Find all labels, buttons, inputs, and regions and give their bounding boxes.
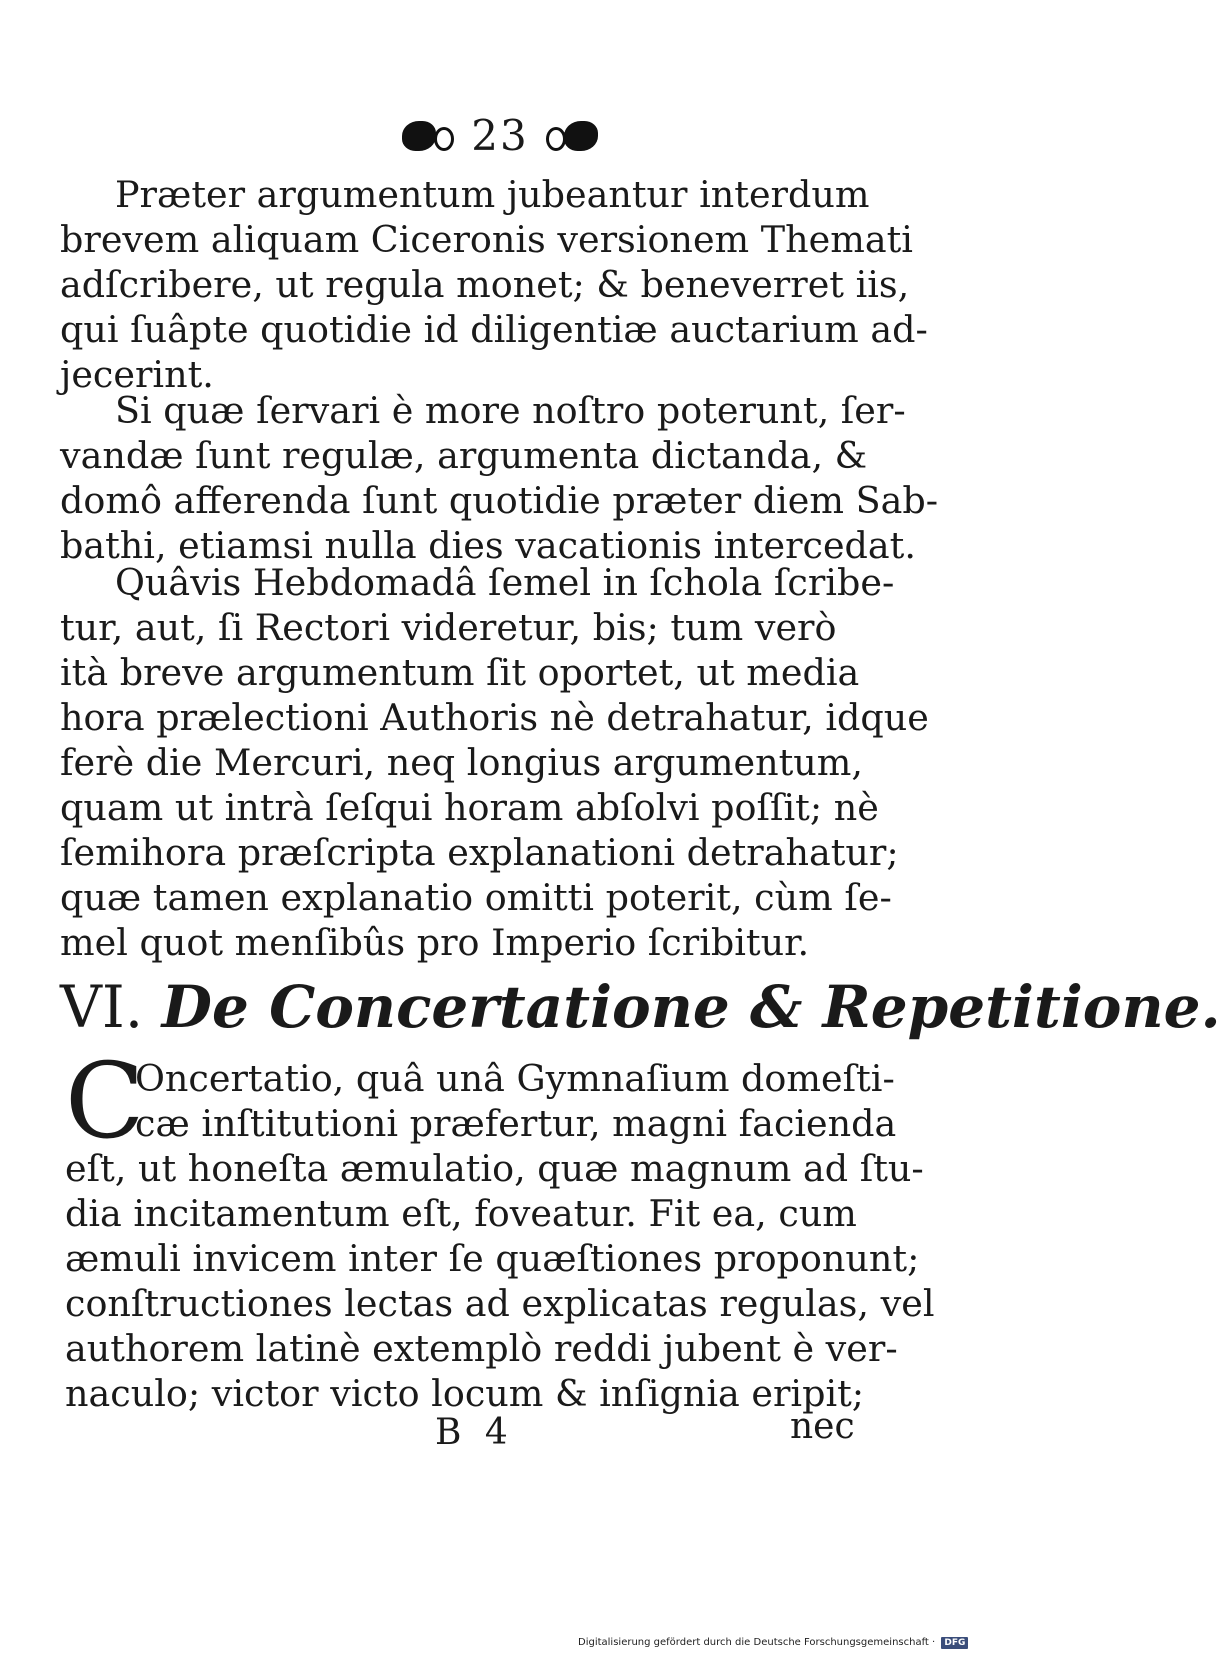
signature-mark: B 4 [435, 1412, 514, 1453]
text-line: cæ inſtitutioni præfertur, magni facienda [135, 1102, 897, 1145]
text-line: tur, aut, ſi Rectori videretur, bis; tum verò [60, 606, 837, 649]
text-line: eſt, ut honeſta æmulatio, quæ magnum ad ſtu- [65, 1147, 924, 1190]
text-line: æmuli invicem inter ſe quæſtiones proponunt; [65, 1237, 920, 1280]
ornament-right-icon [564, 121, 598, 151]
page-header [0, 111, 1000, 160]
catchword: nec [790, 1406, 855, 1447]
paragraph-3 [60, 560, 929, 965]
paragraph-4 [65, 1040, 935, 1416]
text-line: brevem aliquam Ciceronis versionem Themati [60, 218, 913, 261]
drop-cap: C [65, 1040, 145, 1162]
dfg-logo-icon: DFG [941, 1637, 968, 1649]
text-line: ità breve argumentum ſit oportet, ut media [60, 651, 860, 694]
text-line: conſtructiones lectas ad explicatas regulas, vel [65, 1282, 935, 1325]
text-line: qui ſuâpte quotidie id diligentiæ auctarium ad- [60, 308, 928, 351]
page-number: 23 [471, 111, 529, 160]
paragraph-1 [60, 172, 928, 397]
digitization-footer: Digitalisierung gefördert durch die Deutsche Forschungsgemeinschaft · DFG [578, 1637, 968, 1649]
ornament-left-icon [402, 121, 436, 151]
text-line: quam ut intrà ſeſqui horam abſolvi poſſit; nè [60, 786, 879, 829]
text-line: jecerint. [60, 353, 214, 396]
section-title: De Concertatione & Repetitione. [161, 973, 1221, 1041]
text-line: domô afferenda ſunt quotidie præter diem Sab- [60, 479, 939, 522]
text-line: hora prælectioni Authoris nè detrahatur, idque [60, 696, 929, 739]
text-line: adſcribere, ut regula monet; & beneverret iis, [60, 263, 910, 306]
text-line: authorem latinè extemplò reddi jubent è ver- [65, 1327, 898, 1370]
text-line: Præter argumentum jubeantur interdum [115, 173, 870, 216]
text-line: dia incitamentum eſt, foveatur. Fit ea, cum [65, 1192, 857, 1235]
section-numeral: VI. [60, 973, 144, 1041]
text-line: mel quot menſibûs pro Imperio ſcribitur. [60, 921, 810, 964]
text-line: bathi, etiamsi nulla dies vacationis intercedat. [60, 524, 916, 567]
section-heading [60, 972, 1221, 1042]
text-line: ferè die Mercuri, neq longius argumentum, [60, 741, 863, 784]
text-line: naculo; victor victo locum & inſignia eripit; [65, 1372, 865, 1415]
text-line: Oncertatio, quâ unâ Gymnaſium domeſti- [135, 1057, 895, 1100]
text-line: Si quæ ſervari è more noſtro poterunt, ſer- [115, 389, 906, 432]
footer-text: Digitalisierung gefördert durch die Deutsche Forschungsgemeinschaft [578, 1637, 929, 1648]
paragraph-2 [60, 388, 939, 568]
text-line: Quâvis Hebdomadâ ſemel in ſchola ſcribe- [115, 561, 895, 604]
text-line: quæ tamen explanatio omitti poterit, cùm ſe- [60, 876, 892, 919]
text-line: vandæ ſunt regulæ, argumenta dictanda, & [60, 434, 868, 477]
text-line: ſemihora præſcripta explanationi detrahatur; [60, 831, 899, 874]
